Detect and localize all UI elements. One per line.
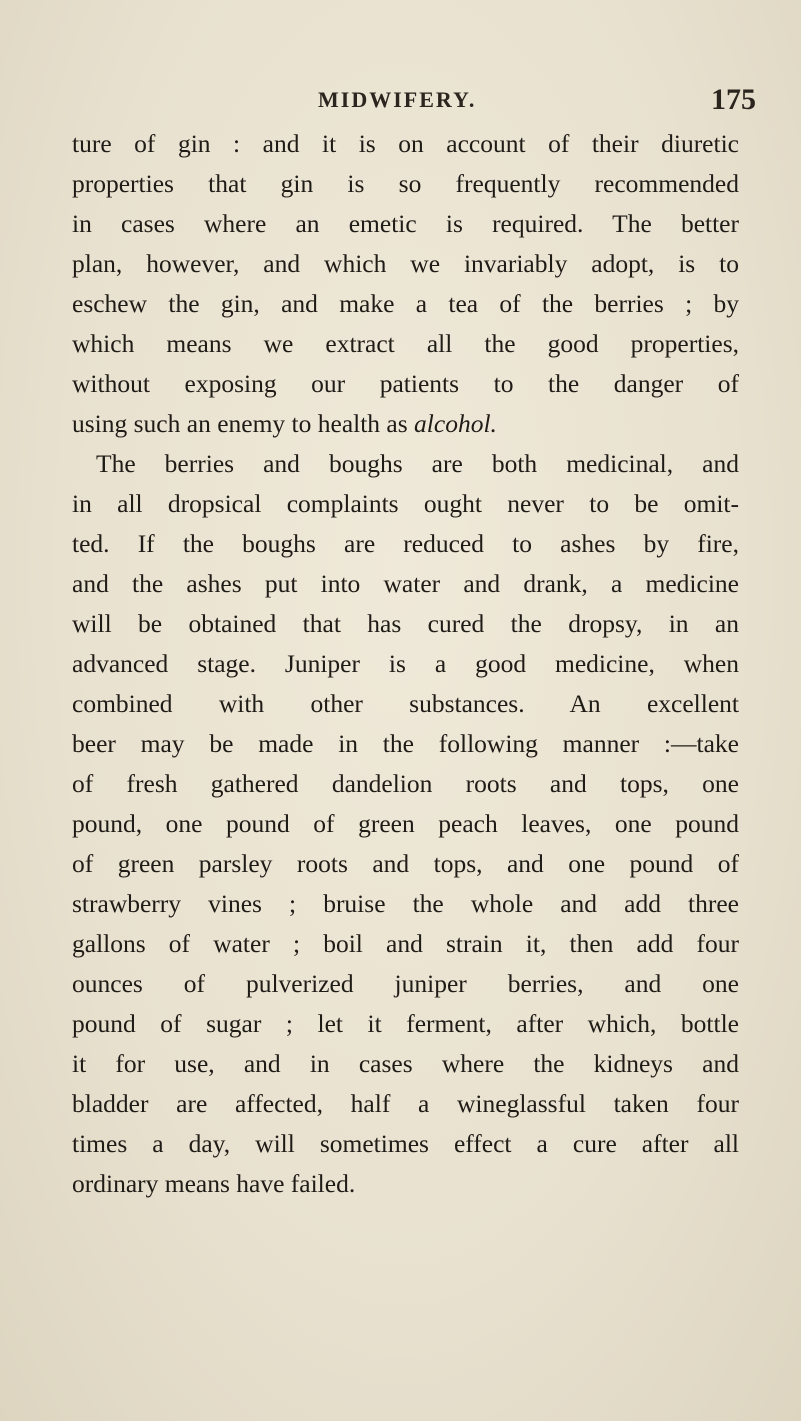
text-line: eschew the gin, and make a tea of the berries ; by bbox=[72, 289, 739, 318]
text-line: beer may be made in the following manner :—take bbox=[72, 729, 739, 758]
text-line: without exposing our patients to the danger of bbox=[72, 369, 739, 398]
page-number: 175 bbox=[711, 83, 756, 116]
text-line: will be obtained that has cured the dropsy, in an bbox=[72, 609, 739, 638]
text-line: advanced stage. Juniper is a good medicine, when bbox=[72, 649, 739, 678]
text-line: of green parsley roots and tops, and one pound of bbox=[72, 849, 739, 878]
text-line: pound of sugar ; let it ferment, after which, bottle bbox=[72, 1009, 739, 1038]
text-line: gallons of water ; boil and strain it, then add four bbox=[72, 929, 739, 958]
text-line: combined with other substances. An excellent bbox=[72, 689, 739, 718]
text-line: it for use, and in cases where the kidneys and bbox=[72, 1049, 739, 1078]
text-line: pound, one pound of green peach leaves, one pound bbox=[72, 809, 739, 838]
text-line-prefix: using such an enemy to health as bbox=[72, 409, 415, 438]
text-line: of fresh gathered dandelion roots and tops, one bbox=[72, 769, 739, 798]
text-line: plan, however, and which we invariably adopt, is to bbox=[72, 249, 739, 278]
paragraph-first-line: The berries and boughs are both medicinal, and bbox=[96, 449, 739, 478]
text-line: in cases where an emetic is required. The better bbox=[72, 209, 739, 238]
text-line bbox=[72, 404, 739, 444]
text-line: and the ashes put into water and drank, a medicine bbox=[72, 569, 739, 598]
text-line: which means we extract all the good properties, bbox=[72, 329, 739, 358]
text-line: strawberry vines ; bruise the whole and add three bbox=[72, 889, 739, 918]
running-head bbox=[0, 83, 801, 117]
text-line: ordinary means have failed. bbox=[72, 1169, 356, 1198]
text-line: ted. If the boughs are reduced to ashes by fire, bbox=[72, 529, 739, 558]
text-line: properties that gin is so frequently recommended bbox=[72, 169, 739, 198]
italic-word: alcohol. bbox=[414, 409, 497, 438]
text-line: ture of gin : and it is on account of their diuretic bbox=[72, 129, 739, 158]
text-line: times a day, will sometimes effect a cure after all bbox=[72, 1129, 739, 1158]
text-line: bladder are affected, half a wineglassful taken four bbox=[72, 1089, 739, 1118]
text-line: ounces of pulverized juniper berries, and one bbox=[72, 969, 739, 998]
text-line: in all dropsical complaints ought never to be omit- bbox=[72, 489, 739, 518]
running-title: MIDWIFERY. bbox=[318, 87, 477, 112]
